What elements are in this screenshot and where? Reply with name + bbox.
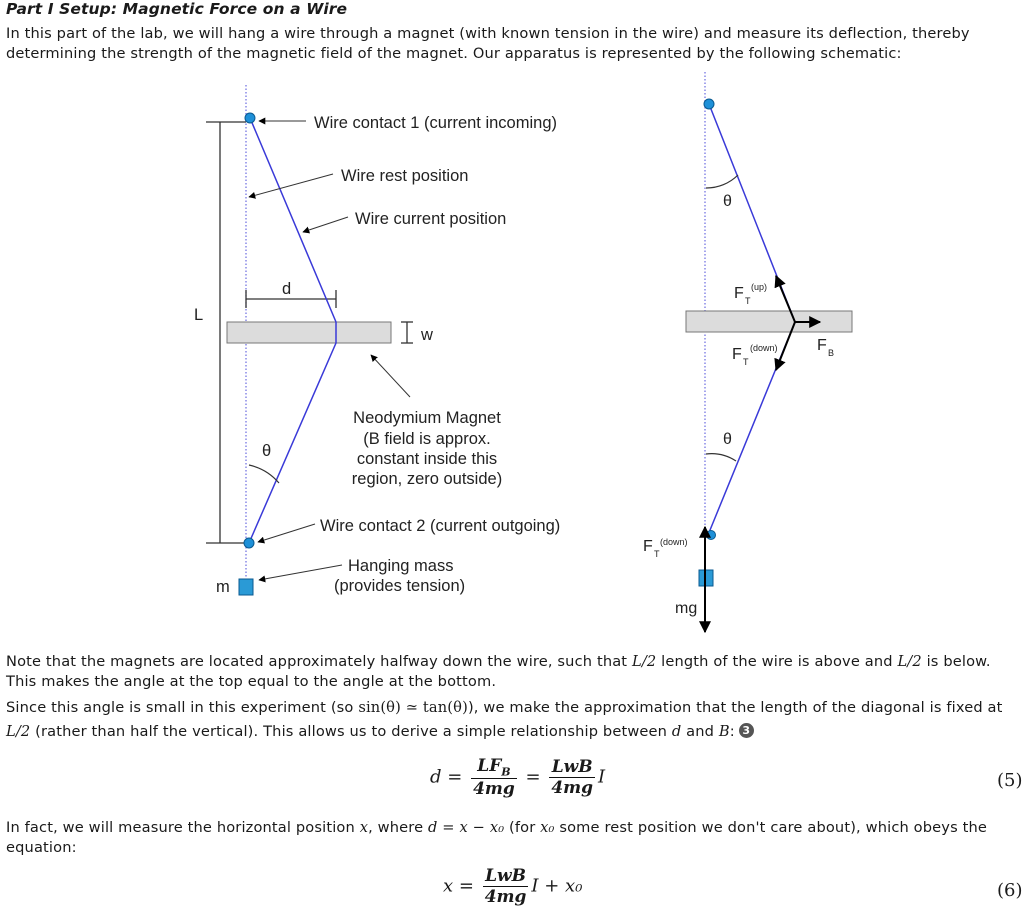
F-T-up-label xyxy=(734,282,767,306)
contact2-label: Wire contact 2 (current outgoing) xyxy=(320,517,561,535)
equation-5: d = $\frac{LF_B}{4mg}$ = $\frac{\text{LwB}}{4mg}$ I xyxy=(430,756,606,800)
F-T-down-label xyxy=(732,343,778,367)
svg-text:F: F xyxy=(734,285,744,302)
svg-text:(down): (down) xyxy=(750,343,778,353)
contact1-label: Wire contact 1 (current incoming) xyxy=(314,114,557,132)
svg-text:Neodymium Magnet: Neodymium Magnet xyxy=(353,409,501,427)
svg-text:constant inside this: constant inside this xyxy=(356,450,498,468)
intro-paragraph: In this part of the lab, we will hang a wire through a magnet (with known tension in the wire) and measure its deflection, thereby determining the strength of the magnetic field of the magnet. Our apparatus is represented by the following schematic: xyxy=(6,25,970,62)
theta-label-left: θ xyxy=(262,442,272,460)
left-diagram xyxy=(194,85,560,596)
theta-bottom-right: θ xyxy=(723,431,732,448)
equation-6-number: (6) xyxy=(997,880,1023,901)
svg-text:T: T xyxy=(745,296,751,306)
mass-caption-line1: Hanging mass xyxy=(348,557,454,575)
svg-text:T: T xyxy=(743,357,749,367)
mg-label: mg xyxy=(675,600,698,617)
L-label: L xyxy=(194,306,204,324)
footnote-marker[interactable]: 3 xyxy=(739,723,754,738)
svg-text:(B field is approx.: (B field is approx. xyxy=(363,430,491,448)
hanging-mass xyxy=(239,579,253,595)
wire-contact-2 xyxy=(244,538,254,548)
wire-contact-1 xyxy=(245,113,255,123)
magnet-caption xyxy=(352,409,502,488)
equation-6: x = $\frac{\text{LwB}}{4mg}$ I + x₀ xyxy=(443,866,583,907)
rest-position-label: Wire rest position xyxy=(341,167,469,185)
svg-text:F: F xyxy=(732,346,742,363)
d-label: d xyxy=(282,280,292,298)
svg-text:F: F xyxy=(643,538,653,555)
section-heading: Part I Setup: Magnetic Force on a Wire xyxy=(6,0,348,18)
svg-text:B: B xyxy=(828,348,835,358)
w-label: w xyxy=(421,326,433,344)
magnet-rect-right xyxy=(686,311,852,332)
m-label: m xyxy=(216,578,230,596)
svg-text:F: F xyxy=(817,337,827,354)
bottom-contact-right xyxy=(707,531,716,540)
equation-5-number: (5) xyxy=(997,770,1023,791)
fact-paragraph: In fact, we will measure the horizontal position x, where d = x − x₀ (for x₀ some rest position we don't care about), which obeys the equation: xyxy=(6,819,988,856)
svg-text:T: T xyxy=(654,549,660,559)
current-position-label: Wire current position xyxy=(355,210,507,228)
magnet-rect xyxy=(227,322,391,343)
top-contact-right xyxy=(704,99,714,109)
F-T-down-mass-label xyxy=(643,537,688,559)
theta-top-right: θ xyxy=(723,193,732,210)
theta-arc-left xyxy=(249,465,279,483)
svg-text:(up): (up) xyxy=(751,282,768,292)
note-paragraph: Note that the magnets are located approximately halfway down the wire, such that L/2 length of the wire is above and L/2 is below. This makes the angle at the top equal to the angle at the bottom. xyxy=(6,653,991,690)
F-B-label xyxy=(817,337,834,358)
right-diagram xyxy=(643,72,852,632)
since-paragraph: Since this angle is small in this experiment (so sin(θ) ≃ tan(θ)), we make the approximation that the length of the diagonal is fixed at L/2 (rather than half the vertical). This allows us to derive a simple relationship between d and B: 3 xyxy=(6,699,1003,740)
mass-caption-line2: (provides tension) xyxy=(334,577,466,595)
svg-text:region, zero outside): region, zero outside) xyxy=(351,470,503,488)
svg-text:(down): (down) xyxy=(660,537,688,547)
